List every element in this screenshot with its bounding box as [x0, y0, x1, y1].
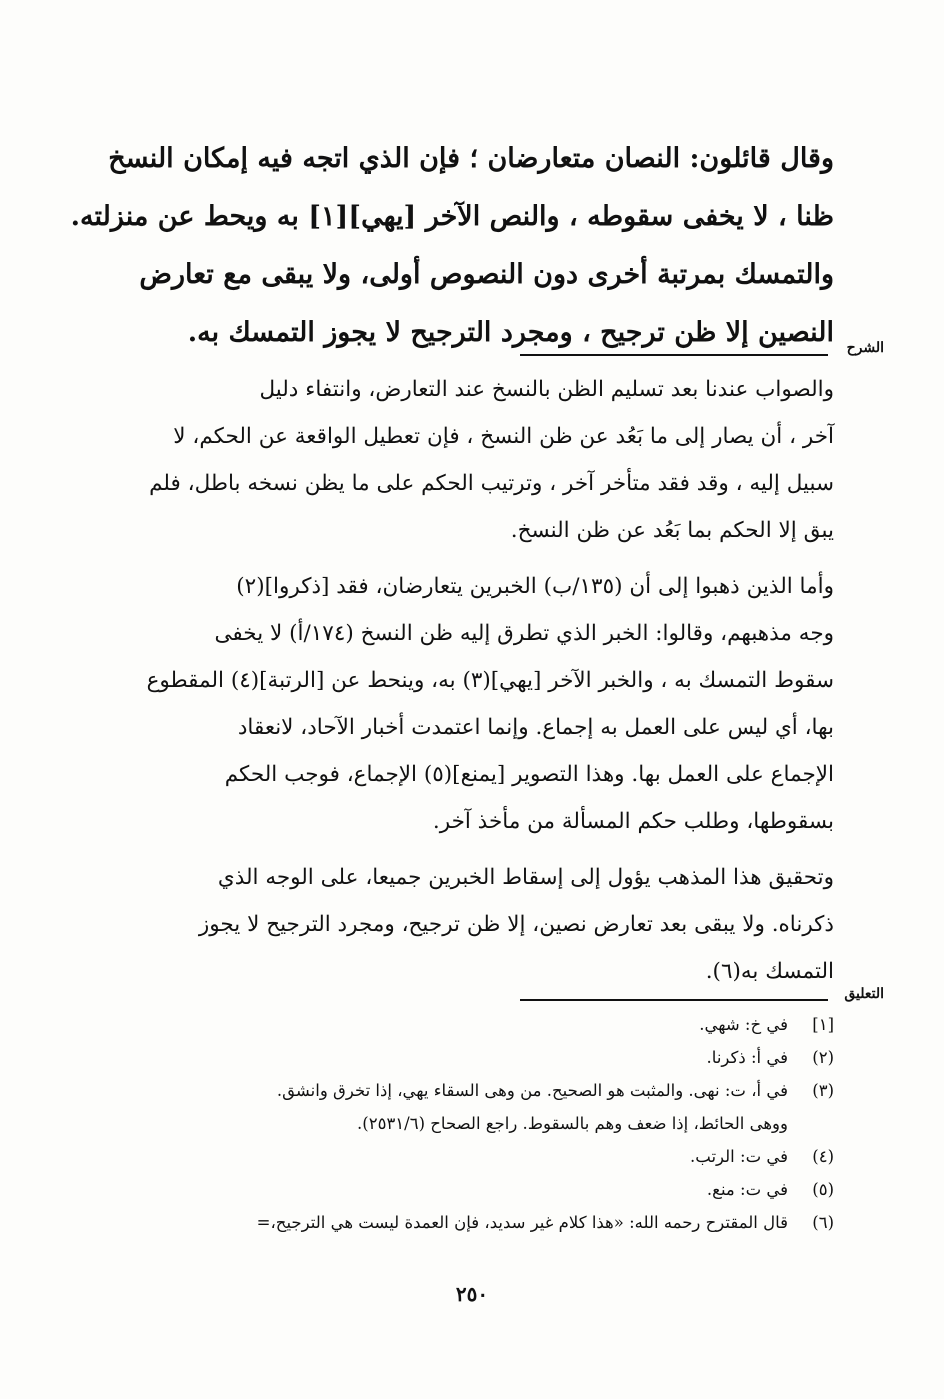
sharh-divider [520, 354, 828, 356]
footnote [119, 1074, 834, 1140]
footnote [119, 1173, 834, 1206]
sharh-line: بسقوطها، وطلب حكم المسألة من مأخذ آخر. [432, 809, 834, 834]
footnote-number: [١] [812, 1015, 834, 1034]
footnote-text: في أ، ت: نهى. والمثبت هو الصحيح. من وهى السقاء يهي، إذا تخرق وانشق. [276, 1081, 788, 1100]
sharh-line: يبق إلا الحكم بما بَعُد عن ظن النسخ. [510, 518, 834, 543]
sharh-line: آخر ، أن يصار إلى ما بَعُد عن ظن النسخ ، فإن تعطيل الواقعة عن الحكم، لا [173, 424, 834, 449]
sharh-line: ذكرناه. ولا يبقى بعد تعارض نصين، إلا ظن ترجيح، ومجرد الترجيح لا يجوز [198, 912, 834, 937]
footnotes [119, 1008, 834, 1239]
sharh-line: والصواب عندنا بعد تسليم الظن بالنسخ عند التعارض، وانتفاء دليل [259, 377, 834, 402]
sharh-line: سبيل إليه ، وقد فقد متأخر آخر ، وترتيب الحكم على ما يظن نسخه باطل، فلم [149, 471, 834, 496]
paragraph-gap [119, 845, 834, 854]
page-number: ٢٥٠ [455, 1282, 489, 1306]
sharh-line: التمسك به(٦). [705, 959, 834, 984]
footnote [119, 1008, 834, 1041]
sharh-line: سقوط التمسك به ، والخبر الآخر [يهي](٣) به، وينحط عن [الرتبة](٤) المقطوع [146, 668, 834, 693]
sharh-line: وتحقيق هذا المذهب يؤول إلى إسقاط الخبرين جميعا، على الوجه الذي [217, 865, 834, 890]
sharh-section-label: الشرح [846, 340, 884, 356]
matn-line: النصين إلا ظن ترجيح ، ومجرد الترجيح لا يجوز التمسك به. [187, 317, 834, 348]
footnote-number: (٣) [812, 1081, 834, 1100]
footnote [119, 1206, 834, 1239]
footnote-text: في خ: شهي. [699, 1015, 788, 1034]
footnote-text: في ت: منع. [706, 1180, 788, 1199]
footnote-text: في ت: الرتب. [690, 1147, 788, 1166]
matn-text [70, 130, 834, 362]
footnote-number: (٥) [812, 1180, 834, 1199]
footnote [119, 1041, 834, 1074]
sharh-line: وجه مذهبهم، وقالوا: الخبر الذي تطرق إليه ظن النسخ (١٧٤/أ) لا يخفى [214, 621, 834, 646]
footnote-number: (٤) [812, 1147, 834, 1166]
paragraph-gap [119, 554, 834, 563]
matn-line: والتمسك بمرتبة أخرى دون النصوص أولى، ولا يبقى مع تعارض [139, 259, 834, 290]
sharh-text [119, 366, 834, 995]
sharh-line: وأما الذين ذهبوا إلى أن (١٣٥/ب) الخبرين يتعارضان، فقد [ذكروا](٢) [236, 574, 834, 599]
notes-divider [520, 999, 828, 1001]
footnote-text: ووهى الحائط، إذا ضعف وهم بالسقوط. راجع الصحاح (٢٥٣١/٦). [357, 1114, 788, 1133]
footnote [119, 1140, 834, 1173]
sharh-line: الإجماع على العمل بها. وهذا التصوير [يمنع](٥) الإجماع، فوجب الحكم [224, 762, 834, 787]
footnote-text: قال المقترح رحمه الله: «هذا كلام غير سديد، فإن العمدة ليست هي الترجيح،= [256, 1213, 788, 1232]
footnote-number: (٢) [812, 1048, 834, 1067]
notes-section-label: التعليق [844, 986, 884, 1002]
footnote-number: (٦) [812, 1213, 834, 1232]
sharh-line: بها، أي ليس على العمل به إجماع. وإنما اعتمدت أخبار الآحاد، لانعقاد [237, 715, 834, 740]
matn-line: ظنا ، لا يخفى سقوطه ، والنص الآخر [يهي][١] به ويحط عن منزلته. [70, 201, 834, 232]
matn-line: وقال قائلون: النصان متعارضان ؛ فإن الذي اتجه فيه إمكان النسخ [108, 143, 834, 174]
footnote-text: في أ: ذكرنا. [706, 1048, 788, 1067]
